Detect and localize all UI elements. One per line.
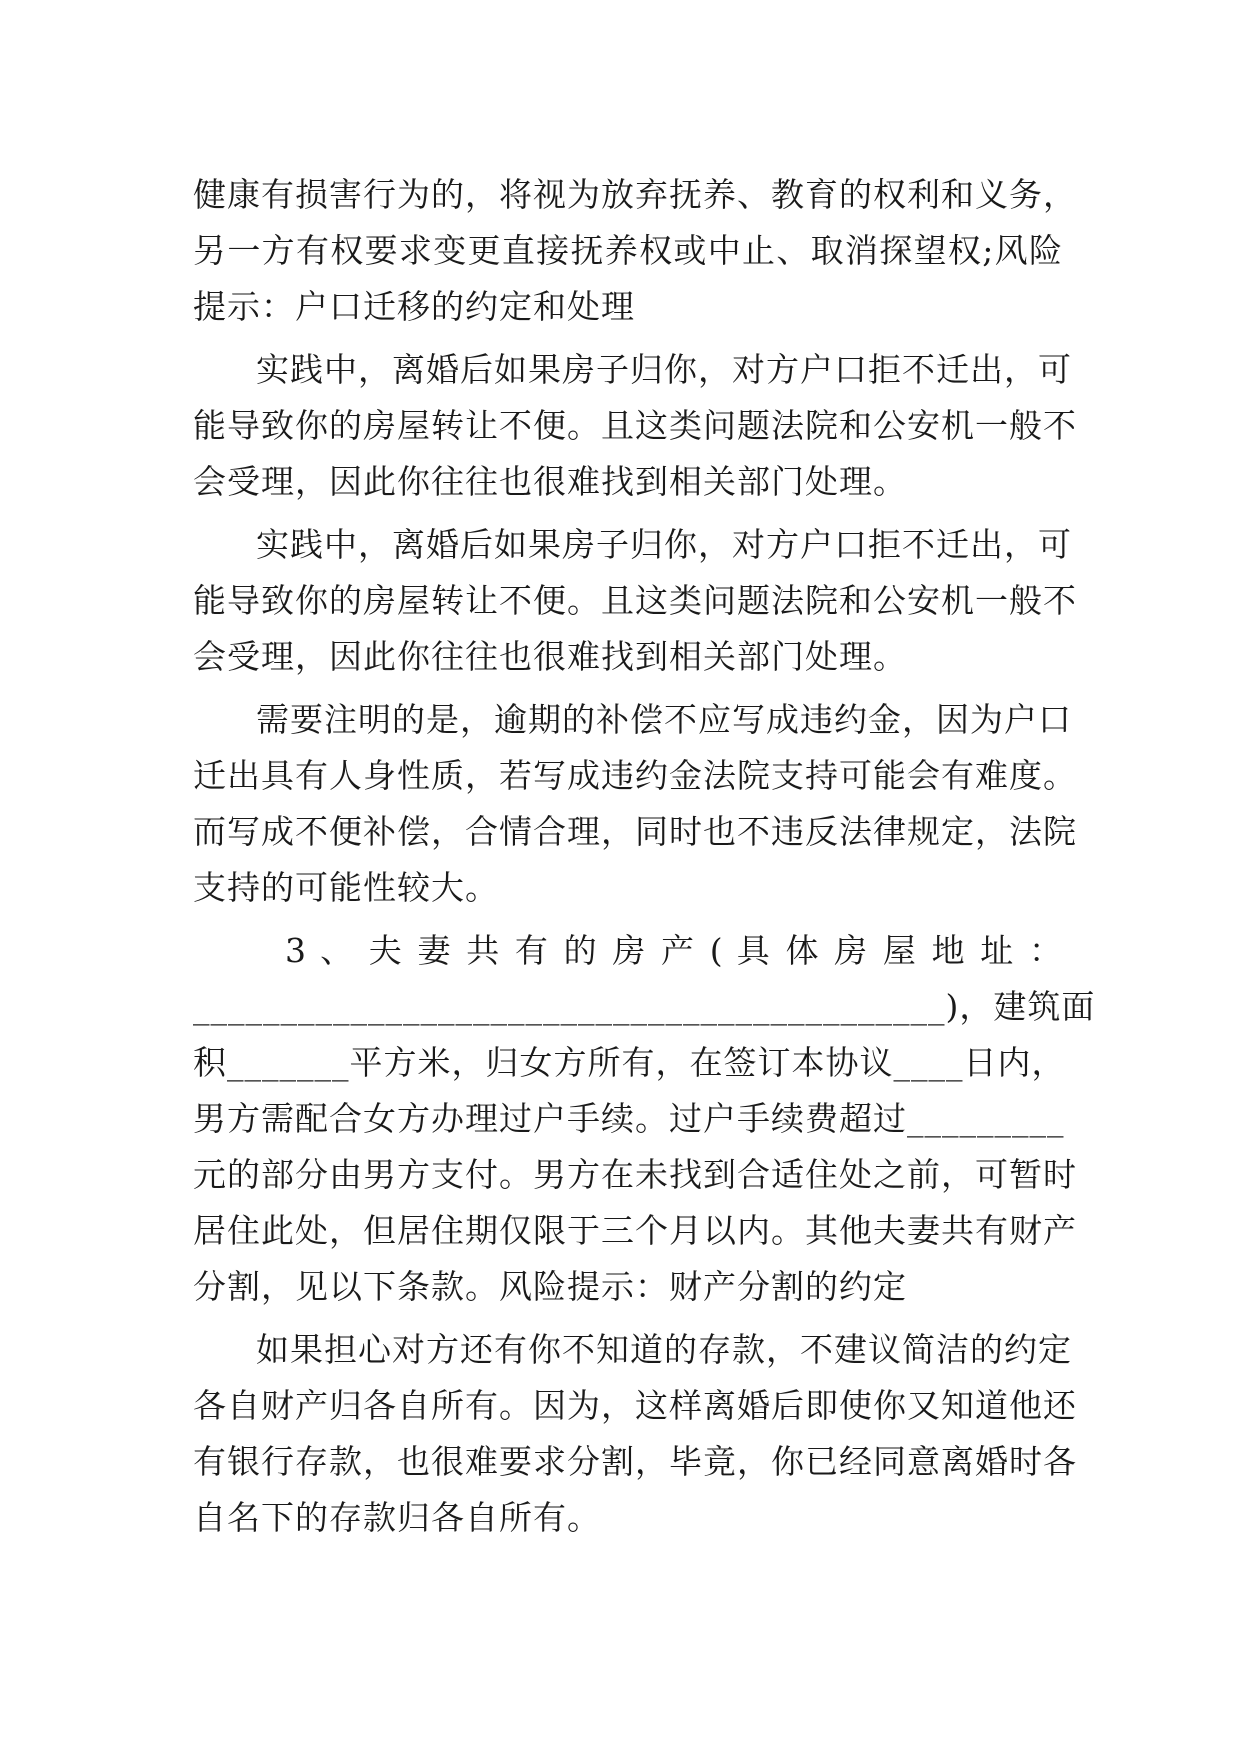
text-line: 各自财产归各自所有。因为，这样离婚后即使你又知道他还	[193, 1386, 1077, 1425]
fee-blank-line: 男方需配合女方办理过户手续。过户手续费超过_________	[193, 1099, 1065, 1138]
text-line: 分割，见以下条款。风险提示：财产分割的约定	[193, 1267, 907, 1306]
text-line: 元的部分由男方支付。男方在未找到合适住处之前，可暂时	[193, 1155, 1077, 1194]
paragraph-first-line: 需要注明的是，逾期的补偿不应写成违约金，因为户口	[256, 700, 1072, 739]
text-line: 有银行存款，也很难要求分割，毕竟，你已经同意离婚时各	[193, 1442, 1077, 1481]
paragraph-first-line: 实践中，离婚后如果房子归你，对方户口拒不迁出，可	[256, 525, 1072, 564]
clause-3-first-line: 3 、 夫 妻 共 有 的 房 产 ( 具 体 房 屋 地 址 ：	[285, 931, 1063, 970]
text-line: 另一方有权要求变更直接抚养权或中止、取消探望权;风险	[193, 231, 1063, 270]
area-blank-line: 积_______平方米，归女方所有，在签订本协议____日内，	[193, 1043, 1066, 1082]
text-line: 支持的可能性较大。	[193, 868, 499, 907]
text-line: 会受理，因此你往往也很难找到相关部门处理。	[193, 637, 907, 676]
text-line: 自名下的存款归各自所有。	[193, 1498, 601, 1537]
text-line: 提示：户口迁移的约定和处理	[193, 287, 635, 326]
text-line: 居住此处，但居住期仅限于三个月以内。其他夫妻共有财产	[193, 1211, 1077, 1250]
paragraph-first-line: 如果担心对方还有你不知道的存款，不建议简洁的约定	[256, 1330, 1072, 1369]
text-line: 能导致你的房屋转让不便。且这类问题法院和公安机一般不	[193, 406, 1077, 445]
text-line: 健康有损害行为的，将视为放弃抚养、教育的权利和义务，	[193, 175, 1077, 214]
paragraph-first-line: 实践中，离婚后如果房子归你，对方户口拒不迁出，可	[256, 350, 1072, 389]
address-blank-line: ___________________________________________)，建筑面	[193, 987, 1096, 1026]
text-line: 迁出具有人身性质，若写成违约金法院支持可能会有难度。	[193, 756, 1077, 795]
text-line: 而写成不便补偿，合情合理，同时也不违反法律规定，法院	[193, 812, 1077, 851]
text-line: 能导致你的房屋转让不便。且这类问题法院和公安机一般不	[193, 581, 1077, 620]
text-line: 会受理，因此你往往也很难找到相关部门处理。	[193, 462, 907, 501]
